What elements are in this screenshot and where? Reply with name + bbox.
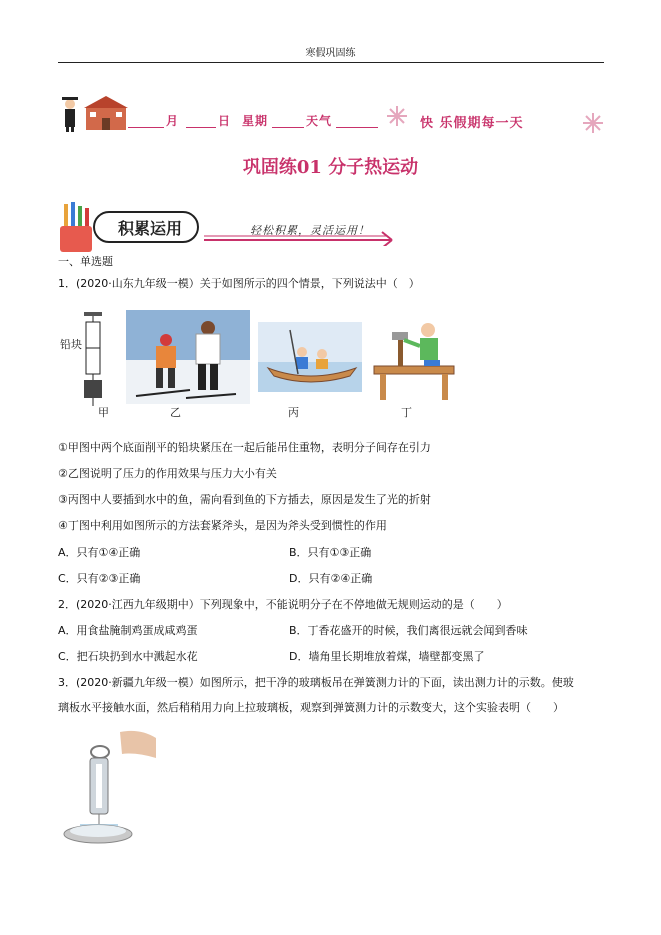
lead-label: 铅块	[60, 338, 82, 351]
snowflake-icon	[582, 112, 604, 134]
question-1-stem: 1．(2020·山东九年级一模）关于如图所示的四个情景，下列说法中（ ）	[58, 277, 420, 290]
figure-label-yi: 乙	[170, 406, 181, 419]
banner-slogan: 快 乐假期每一天	[420, 116, 524, 131]
spring-balance-figure	[60, 728, 160, 848]
q1-option-c[interactable]: C．只有②③正确	[58, 572, 141, 585]
question-3-line-1: 3．(2020·新疆九年级一模）如图所示，把干净的玻璃板吊在弹簧测力计的下面，读出测力计的示数。使玻	[58, 676, 574, 689]
figure-label-ding: 丁	[401, 406, 412, 419]
section-banner-slogan: 轻松积累，灵活运用！	[250, 224, 370, 237]
q1-option-b[interactable]: B．只有①③正确	[289, 546, 372, 559]
lead-blocks-figure	[60, 310, 118, 410]
skiers-photo	[126, 310, 250, 404]
q1-option-a[interactable]: A．只有①④正确	[58, 546, 141, 559]
fishing-boat-figure	[258, 322, 362, 392]
banner-month: 月	[166, 114, 180, 128]
banner-weekday: 星期	[242, 114, 269, 128]
snowflake-icon	[386, 105, 408, 127]
banner-day: 日	[218, 114, 232, 128]
q2-option-b[interactable]: B．丁香花盛开的时候，我们离很远就会闻到香味	[289, 624, 528, 637]
page-title: 巩固练01 分子热运动	[242, 157, 419, 178]
question-2-stem: 2．(2020·江西九年级期中）下列现象中，不能说明分子在不停地做无规则运动的是（ ）	[58, 598, 508, 611]
q1-option-d[interactable]: D．只有②④正确	[289, 572, 373, 585]
header-divider	[58, 62, 604, 63]
question-3-line-2: 璃板水平接触水面，然后稍稍用力向上拉玻璃板，观察到弹簧测力计的示数变大，这个实验表明（ ）	[58, 701, 564, 714]
page-header: 寒假巩固练	[305, 48, 356, 59]
section-banner-title: 积累运用	[117, 219, 182, 238]
q2-option-c[interactable]: C．把石块扔到水中溅起水花	[58, 650, 198, 663]
statement-1: ①甲图中两个底面削平的铅块紧压在一起后能吊住重物，表明分子间存在引力	[58, 441, 431, 454]
figure-label-jia: 甲	[98, 406, 109, 419]
hatchet-figure	[370, 318, 462, 402]
figure-label-bing: 丙	[288, 406, 299, 419]
section-heading: 一、单选题	[58, 255, 113, 268]
statement-4: ④丁图中利用如图所示的方法套紧斧头，是因为斧头受到惯性的作用	[58, 519, 387, 532]
pencil-cup-icon	[58, 202, 94, 254]
banner-weather: 天气	[306, 114, 333, 128]
statement-2: ②乙图说明了压力的作用效果与压力大小有关	[58, 467, 277, 480]
q2-option-a[interactable]: A．用食盐腌制鸡蛋成咸鸡蛋	[58, 624, 198, 637]
statement-3: ③丙图中人要插到水中的鱼，需向看到鱼的下方插去，原因是发生了光的折射	[58, 493, 431, 506]
q2-option-d[interactable]: D．墙角里长期堆放着煤，墙壁都变黑了	[289, 650, 485, 663]
graduate-school-icon	[58, 94, 130, 134]
